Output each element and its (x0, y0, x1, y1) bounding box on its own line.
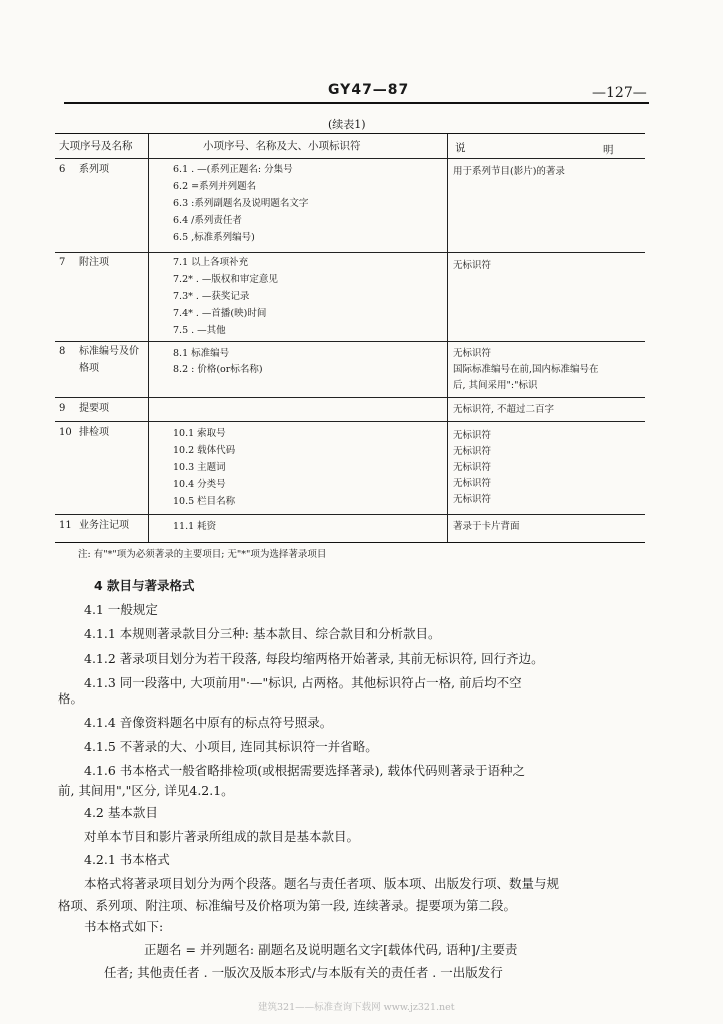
sub-item: 7.3* . —获奖记录 (173, 291, 250, 302)
note-text: 著录于卡片背面 (453, 521, 520, 532)
row-number: 9 (59, 403, 66, 414)
body-paragraph: 前, 其间用","区分, 详见4.2.1。 (58, 783, 234, 798)
row-number: 11 (59, 520, 72, 531)
note-text: 无标识符, 不超过二百字 (453, 404, 555, 415)
body-paragraph: 4.1.2 著录项目划分为若干段落, 每段均缩两格开始著录, 其前无标识符, 回行齐边。 (84, 651, 544, 666)
row-name: 附注项 (79, 257, 109, 268)
col-header: 大项序号及名称 (59, 140, 133, 152)
note-text: 后, 其间采用":"标识 (453, 380, 538, 391)
note-text: 无标识符 (453, 462, 492, 473)
sub-item: 7.5 . —其他 (173, 325, 226, 336)
sub-item: 10.5 栏目名称 (173, 496, 236, 507)
body-paragraph: 书本格式如下: (84, 919, 164, 934)
row-name: 业务注记项 (79, 520, 129, 531)
sub-item: 6.5 ,标准系列编号) (173, 232, 255, 243)
note-text: 无标识符 (453, 494, 492, 505)
row-divider (55, 514, 645, 515)
sub-item: 6.1 . —(系列正题名: 分集号 (173, 164, 293, 175)
row-name: 标准编号及价 (79, 346, 139, 357)
body-paragraph: 4.1.6 书本格式一般省略排检项(或根据需要选择著录), 载体代码则著录于语种之 (84, 763, 525, 778)
note-text: 无标识符 (453, 478, 492, 489)
row-name: 排检项 (79, 427, 109, 438)
row-number: 8 (59, 346, 66, 357)
note-text: 无标识符 (453, 348, 492, 359)
sub-item: 6.4 /系列责任者 (173, 215, 242, 226)
col-header: 说 (455, 142, 466, 154)
note-text: 国际标准编号在前,国内标准编号在 (453, 364, 599, 375)
col-header: 明 (603, 144, 614, 156)
body-paragraph: 格项、系列项、附注项、标准编号及价格项为第一段, 连续著录。提要项为第二段。 (58, 898, 516, 913)
note-text: 用于系列节目(影片)的著录 (453, 166, 565, 177)
row-divider (55, 158, 645, 159)
column-divider (447, 134, 448, 542)
sub-item: 10.4 分类号 (173, 479, 226, 490)
watermark-footer: 建筑321——标准查询下载网 www.jz321.net (258, 1002, 455, 1013)
row-name: 格项 (79, 363, 99, 374)
sub-item: 8.1 标准编号 (173, 348, 230, 359)
sub-item: 6.2 =系列并列题名 (173, 181, 257, 192)
note-text: 无标识符 (453, 446, 492, 457)
body-paragraph: 格。 (58, 691, 84, 706)
sub-item: 7.2* . —版权和审定意见 (173, 274, 278, 285)
section-heading: 4 款目与著录格式 (94, 578, 195, 593)
col-header: 小项序号、名称及大、小项标识符 (203, 140, 361, 152)
note-text: 无标识符 (453, 260, 492, 271)
sub-item: 6.3 :系列副题名及说明题名文字 (173, 198, 309, 209)
page-number: —127— (592, 85, 647, 101)
format-example: 任者; 其他责任者 . 一版次及版本形式/与本版有关的责任者 . 一出版发行 (104, 965, 503, 980)
row-name: 系列项 (79, 164, 109, 175)
body-paragraph: 对单本节目和影片著录所组成的款目是基本款目。 (84, 829, 360, 844)
row-number: 10 (59, 427, 72, 438)
note-text: 无标识符 (453, 430, 492, 441)
column-divider (148, 134, 149, 542)
subsection-heading: 4.2 基本款目 (84, 805, 158, 820)
sub-item: 10.3 主题词 (173, 462, 226, 473)
sub-item: 7.4* . —首播(映)时间 (173, 308, 267, 319)
doc-code: GY47—87 (328, 82, 410, 98)
header-rule (64, 102, 649, 104)
body-paragraph: 4.1.1 本规则著录款目分三种: 基本款目、综合款目和分析款目。 (84, 626, 441, 641)
format-example: 正题名 = 并列题名: 副题名及说明题名文字[载体代码, 语种]/主要责 (144, 942, 518, 957)
row-divider (55, 397, 645, 398)
row-number: 6 (59, 164, 66, 175)
row-divider (55, 341, 645, 342)
row-number: 7 (59, 257, 66, 268)
sub-item: 8.2 : 价格(or标名称) (173, 364, 263, 375)
sub-item: 7.1 以上各项补充 (173, 257, 249, 268)
items-table (55, 133, 645, 543)
row-divider (55, 252, 645, 253)
body-paragraph: 4.1.4 音像资料题名中原有的标点符号照录。 (84, 715, 333, 730)
sub-item: 10.1 索取号 (173, 428, 226, 439)
subsection-heading: 4.2.1 书本格式 (84, 852, 170, 867)
subsection-heading: 4.1 一般规定 (84, 602, 158, 617)
table-footnote: 注: 有"*"项为必须著录的主要项目; 无"*"项为选择著录项目 (78, 549, 327, 560)
sub-item: 11.1 耗资 (173, 521, 217, 532)
table-caption: (续表1) (328, 118, 366, 131)
body-paragraph: 4.1.5 不著录的大、小项目, 连同其标识符一并省略。 (84, 739, 378, 754)
body-paragraph: 4.1.3 同一段落中, 大项前用"·—"标识, 占两格。其他标识符占一格, 前后均不空 (84, 675, 522, 690)
row-divider (55, 421, 645, 422)
body-paragraph: 本格式将著录项目划分为两个段落。题名与责任者项、版本项、出版发行项、数量与规 (84, 876, 560, 891)
row-name: 提要项 (79, 403, 109, 414)
sub-item: 10.2 载体代码 (173, 445, 236, 456)
